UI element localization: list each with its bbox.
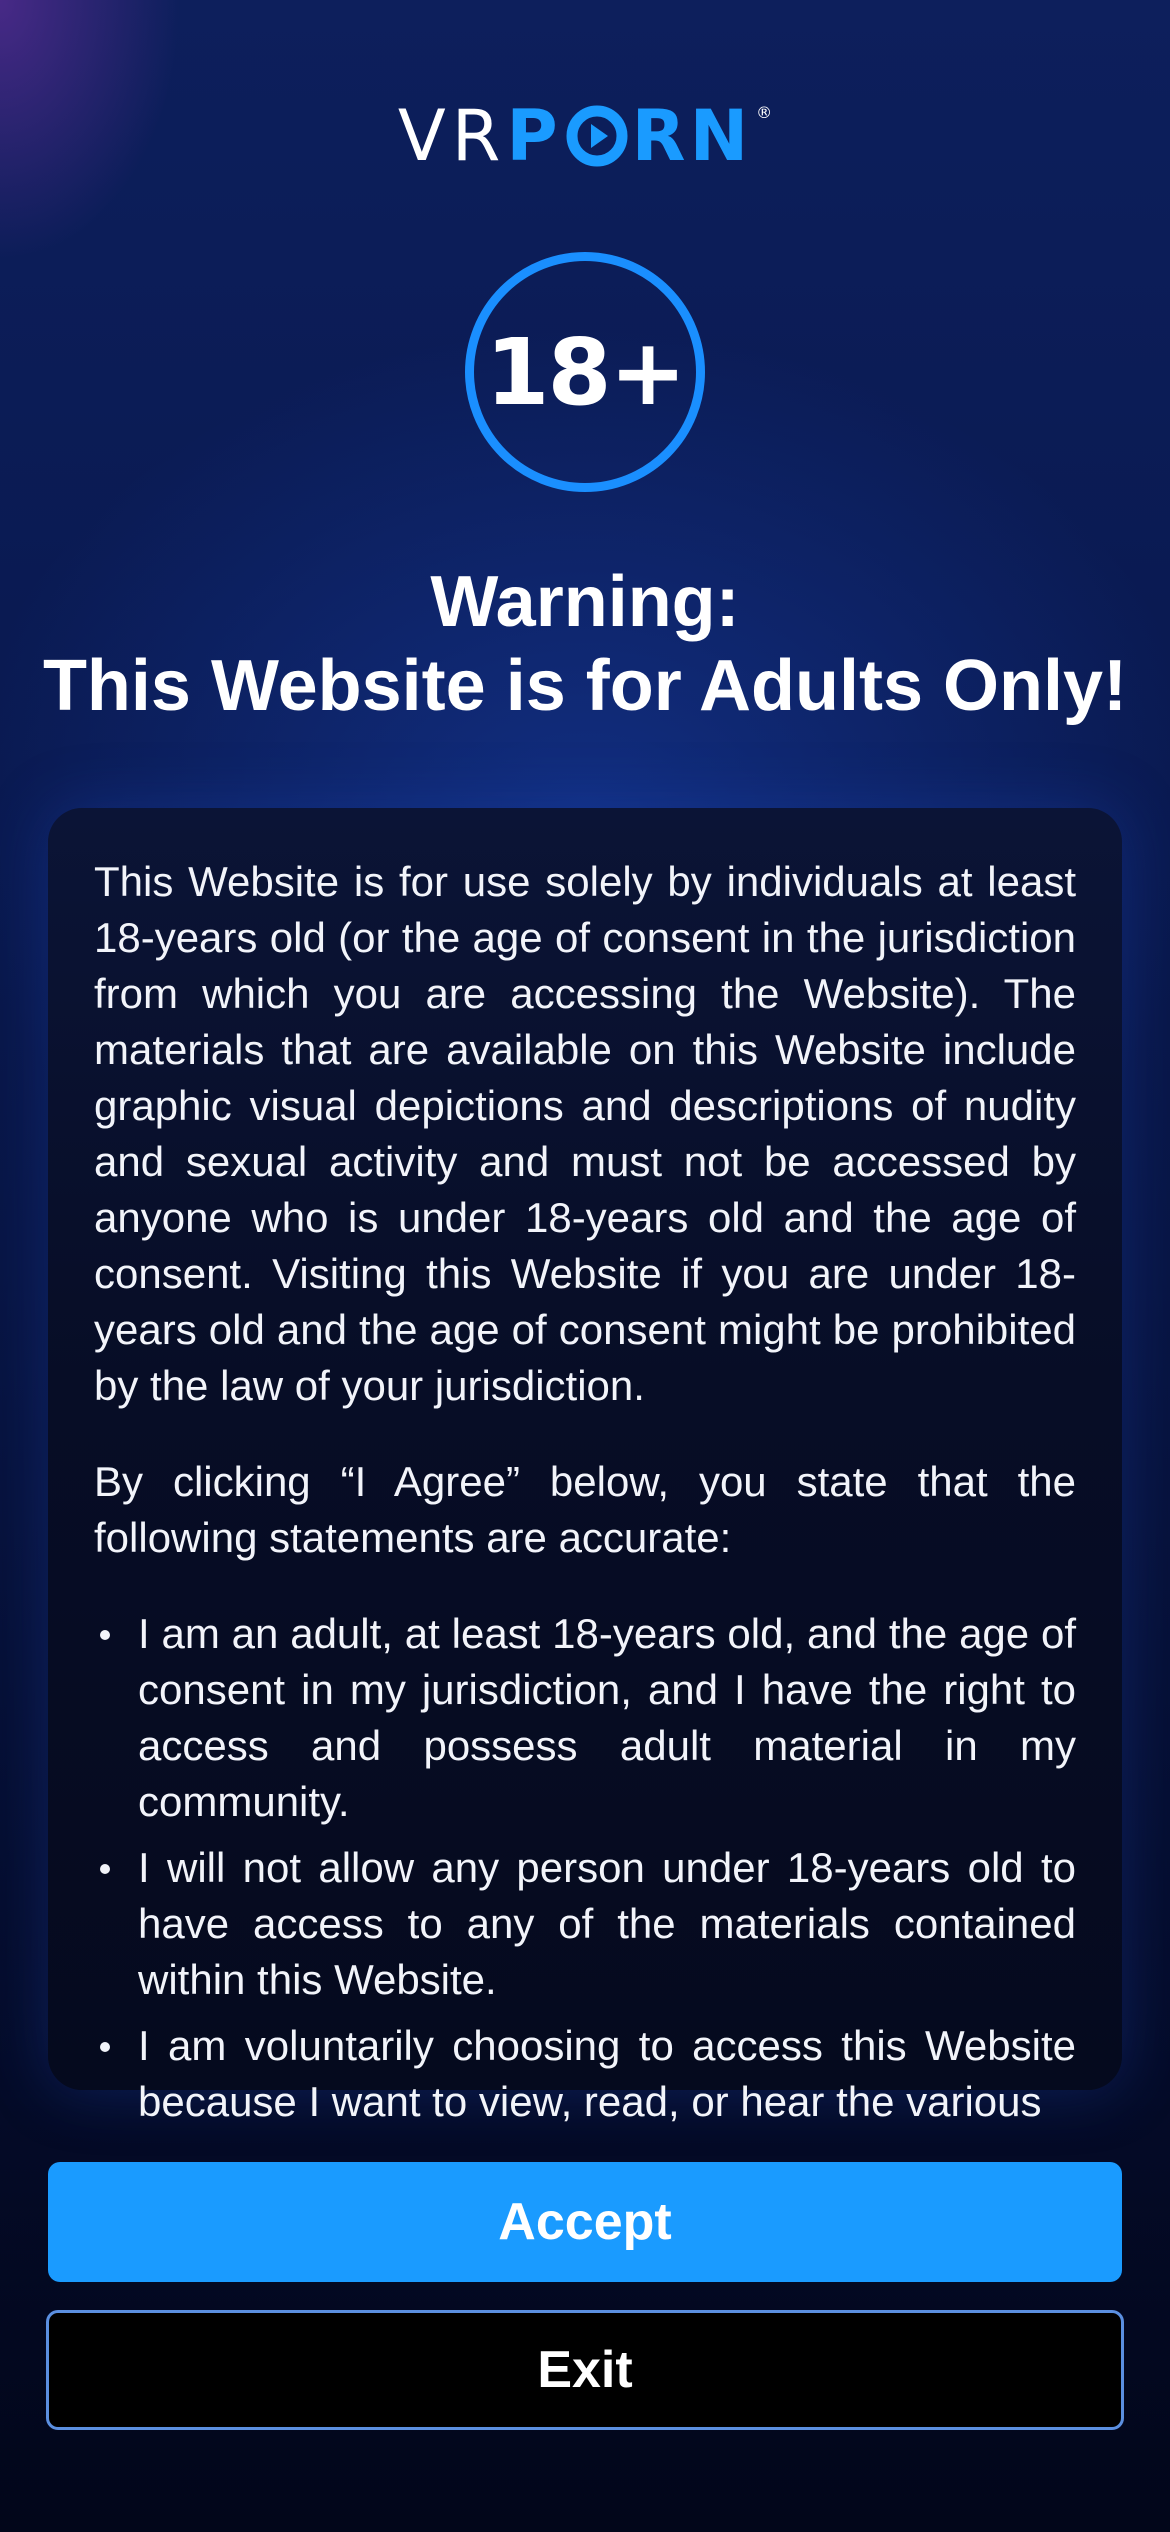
disclaimer-paragraph-1: This Website is for use solely by individuals at least 18-years old (or the age of consent in the jurisdiction from which you are accessing the Website). The materials that are available on this Website include graphic visual depictions and descriptions of nudity and sexual activity and must not be accessed by anyone who is under 18-years old and the age of consent. Visiting this Website if you are under 18-years old and the age of consent might be prohibited by the law of your jurisdiction. [94, 858, 1076, 1409]
badge-text: 18+ [485, 318, 685, 426]
logo-wordmark [397, 95, 773, 177]
disclaimer-paragraph-2: By clicking “I Agree” below, you state that the following statements are accurate: [94, 1458, 1076, 1561]
logo-rn-letters: RN [631, 95, 753, 177]
vrporn-logo [0, 96, 1170, 176]
logo-porn-text [506, 95, 753, 177]
warning-heading [0, 560, 1170, 728]
warning-heading-line2: This Website is for Adults Only! [42, 646, 1128, 726]
disclaimer-card[interactable] [48, 808, 1122, 2125]
statements-list [94, 1606, 1076, 2130]
list-item: I will not allow any person under 18-years old to have access to any of the materials contained within this Website. [138, 1840, 1076, 2008]
age-18-plus-badge [465, 252, 705, 492]
logo-p-letter: P [506, 95, 562, 177]
disclaimer-scroll-area[interactable] [48, 808, 1122, 2125]
play-circle-icon [566, 105, 628, 167]
logo-vr-text: VR [397, 95, 507, 177]
warning-heading-line1: Warning: [430, 562, 740, 642]
list-item: I am voluntarily choosing to access this Website because I want to view, read, or hear the various [138, 2018, 1076, 2130]
accept-button[interactable]: Accept [48, 2162, 1122, 2282]
exit-button[interactable]: Exit [46, 2310, 1124, 2430]
list-item: I am an adult, at least 18-years old, and the age of consent in my jurisdiction, and I have the right to access and possess adult material in my community. [138, 1606, 1076, 1830]
registered-mark: ® [756, 103, 773, 122]
